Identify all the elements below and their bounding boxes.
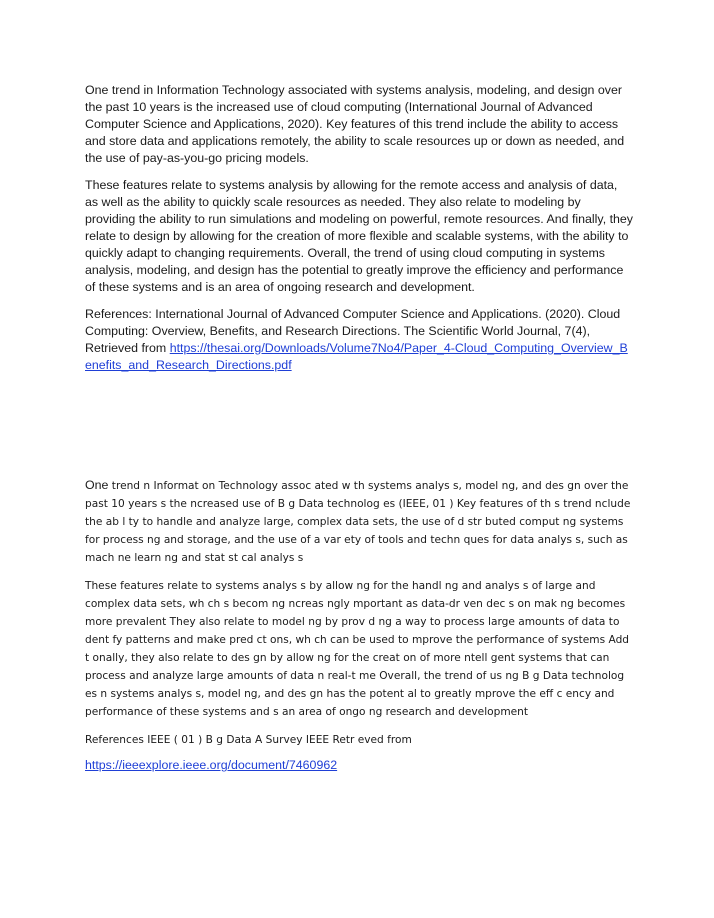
section2-references-text: References IEEE ( 01 ) B g Data A Survey IEEE Retr eved from bbox=[85, 734, 412, 746]
section2-paragraph2: These features relate to systems analys s by allow ng for the handl ng and analys s of large and complex data sets, wh ch s becom ng ncreas ngly mportant as data-dr ven dec s on mak ng becomes more prevalent They also relate to model ng by prov d ng a way to process large amounts of data to dent fy patterns and make pred ct ons, wh ch can be used to mprove the performance of systems Add t onally, they also relate to des gn by allow ng for the creat on of more ntell gent systems that can process and analyze large amounts of data n real-t me Overall, the trend of us ng B g Data technolog es n systems analys s, model ng, and des gn has the potent al to greatly mprove the eff c ency and performance of these systems and s an area of ongo ng research and development bbox=[85, 580, 630, 718]
section1-references bbox=[85, 306, 633, 374]
section1-paragraph1: One trend in Information Technology associated with systems analysis, modeling, and design over the past 10 years is the increased use of cloud computing (International Journal of Advanced Computer Science and Applications, 2020). Key features of this trend include the ability to access and store data and applications remotely, the ability to scale resources up or down as needed, and the use of pay-as-you-go pricing models. bbox=[85, 83, 625, 165]
section2-references bbox=[85, 731, 633, 749]
document-page bbox=[85, 82, 633, 785]
spacer bbox=[85, 384, 633, 476]
section2-first-word: One bbox=[85, 478, 109, 492]
section2-reference-link[interactable]: https://ieeexplore.ieee.org/document/7460962 bbox=[85, 758, 338, 772]
section1-reference-link[interactable]: https://thesai.org/Downloads/Volume7No4/Paper_4-Cloud_Computing_Overview_Benefits_and_Research_Directions.pdf bbox=[85, 341, 628, 372]
section1-paragraph2: These features relate to systems analysis by allowing for the remote access and analysis of data, as well as the ability to quickly scale resources as needed. They also relate to modeling by providing the ability to run simulations and modeling on powerful, remote resources. And finally, they relate to design by allowing for the creation of more flexible and scalable systems, with the ability to quickly adapt to changing requirements. Overall, the trend of using cloud computing in systems analysis, modeling, and design has the potential to greatly improve the efficiency and performance of these systems and is an area of ongoing research and development. bbox=[85, 178, 634, 294]
section1-references-text: References: International Journal of Advanced Computer Science and Applications. (2020). Cloud Computing: Overview, Benefits, and Research Directions. The Scientific World Journal, 7(4), Retrieved from bbox=[85, 307, 621, 355]
section2-paragraph1 bbox=[85, 476, 633, 567]
section2-paragraph1-text: trend n Informat on Technology assoc ated w th systems analys s, model ng, and des gn over the past 10 years s the ncreased use of B g Data technolog es (IEEE, 01 ) Key features of th s trend nclude the ab l ty to handle and analyze large, complex data sets, the use of d str buted comput ng systems for process ng and storage, and the use of a var ety of tools and techn ques for data analys s, such as mach ne learn ng and stat st cal analys s bbox=[85, 480, 631, 564]
section2-reference-link-line bbox=[85, 756, 633, 775]
